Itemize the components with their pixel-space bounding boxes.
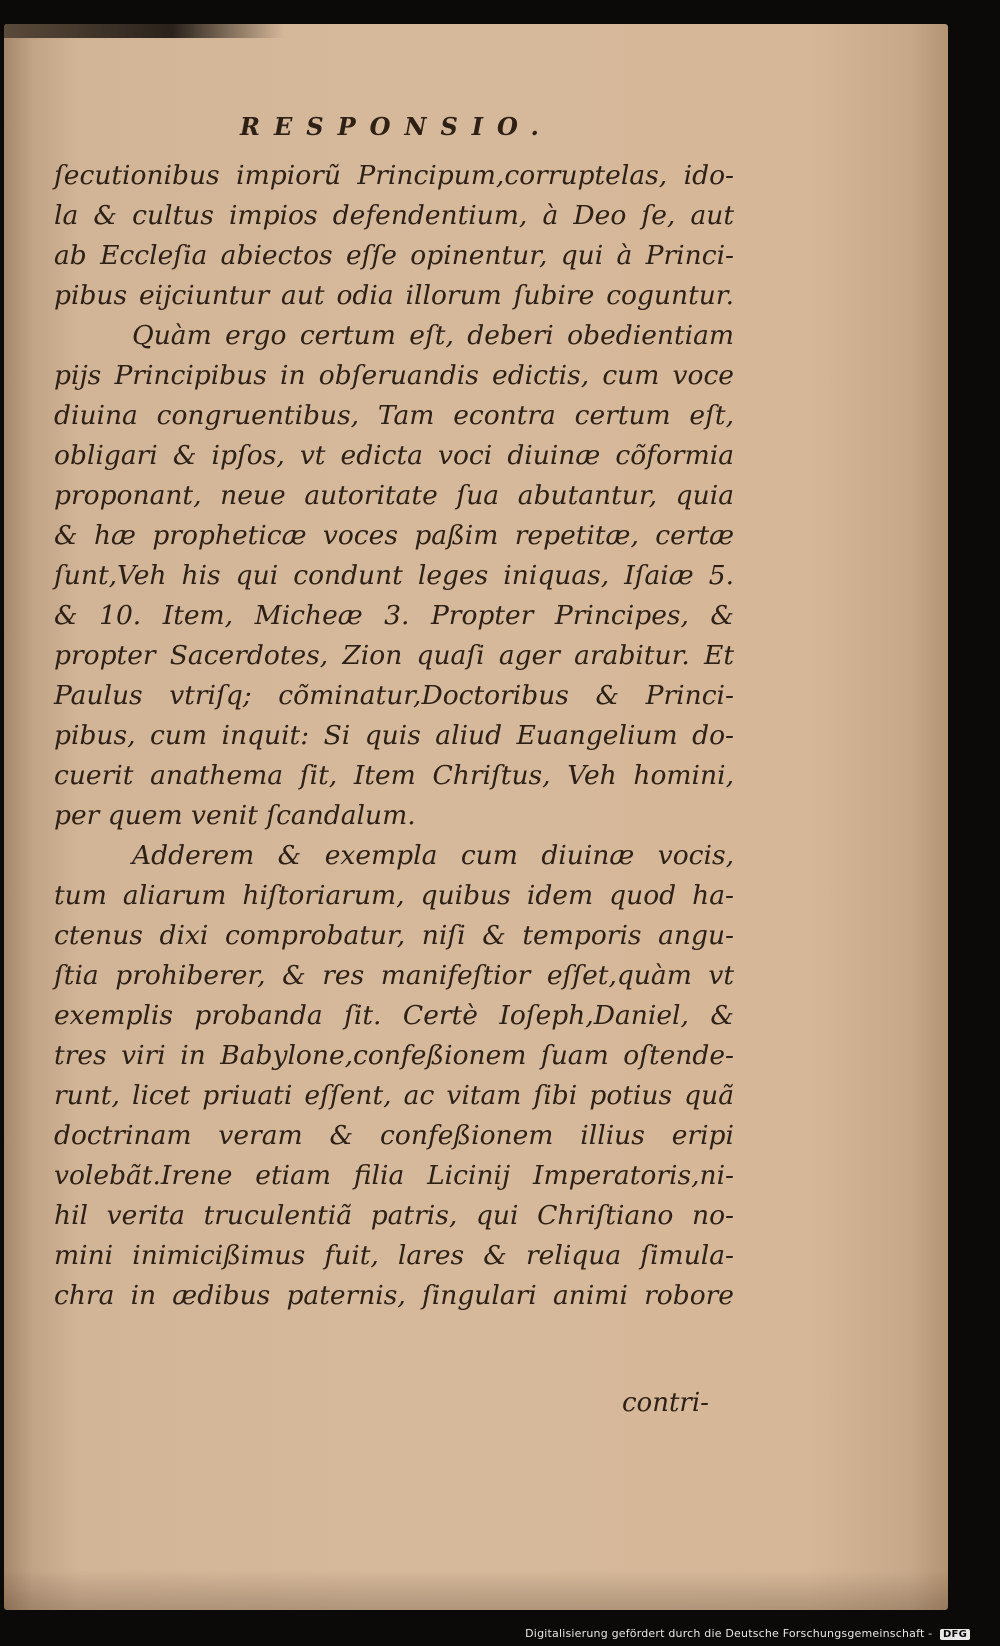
book-page xyxy=(4,24,948,1610)
text-line: obligari & ipſos, vt edicta voci diuinæ cõformia xyxy=(54,440,734,471)
text-line: propter Sacerdotes, Zion quaſi ager arabitur. Et xyxy=(54,640,734,671)
text-line: ſtia prohiberer, & res manifeſtior eſſet,quàm vt xyxy=(54,960,734,991)
text-line: mini inimicißimus fuit, lares & reliqua ſimula- xyxy=(54,1240,734,1271)
footer-text: Digitalisierung gefördert durch die Deutsche Forschungsgemeinschaft - xyxy=(525,1627,933,1640)
text-line: la & cultus impios defendentium, à Deo ſe, aut xyxy=(54,200,734,231)
body-text xyxy=(54,156,734,1316)
text-line: ſecutionibus impiorũ Principum,corruptelas, ido- xyxy=(54,160,734,191)
text-line: hil verita truculentiã patris, qui Chriſtiano no- xyxy=(54,1200,734,1231)
text-line: volebãt.Irene etiam filia Licinij Imperatoris,ni- xyxy=(54,1160,734,1191)
text-line: ctenus dixi comprobatur, niſi & temporis angu- xyxy=(54,920,734,951)
running-header: RESPONSIO. xyxy=(240,112,553,141)
catchword: contri- xyxy=(622,1388,709,1418)
text-line: proponant, neue autoritate ſua abutantur, quia xyxy=(54,480,734,511)
funding-footer xyxy=(525,1627,970,1640)
text-line: & 10. Item, Micheæ 3. Propter Principes, & xyxy=(54,600,734,631)
text-line: pibus eijciuntur aut odia illorum ſubire coguntur. xyxy=(54,280,734,311)
text-line: ab Eccleſia abiectos eſſe opinentur, qui à Princi- xyxy=(54,240,734,271)
text-line: diuina congruentibus, Tam econtra certum eſt, xyxy=(54,400,734,431)
text-line: Adderem & exempla cum diuinæ vocis, xyxy=(132,840,734,871)
text-line: tres viri in Babylone,confeßionem ſuam oſtende- xyxy=(54,1040,734,1071)
text-line: pibus, cum inquit: Si quis aliud Euangelium do- xyxy=(54,720,734,751)
text-line: Paulus vtriſq; cõminatur,Doctoribus & Princi- xyxy=(54,680,734,711)
page-edge-shadow xyxy=(4,24,284,38)
page-bottom-shadow xyxy=(4,1570,948,1610)
text-line: doctrinam veram & confeßionem illius eripi xyxy=(54,1120,734,1151)
text-line: Quàm ergo certum eſt, deberi obedientiam xyxy=(132,320,734,351)
text-line: per quem venit ſcandalum. xyxy=(54,800,416,831)
text-line: ſunt,Veh his qui condunt leges iniquas, Iſaiæ 5. xyxy=(54,560,734,591)
dfg-logo: DFG xyxy=(940,1629,970,1640)
text-line: tum aliarum hiſtoriarum, quibus idem quod ha- xyxy=(54,880,734,911)
text-line: cuerit anathema ſit, Item Chriſtus, Veh homini, xyxy=(54,760,734,791)
text-line: pijs Principibus in obſeruandis edictis, cum voce xyxy=(54,360,734,391)
text-line: exemplis probanda ſit. Certè Ioſeph,Daniel, & xyxy=(54,1000,734,1031)
text-line: runt, licet priuati eſſent, ac vitam ſibi potius quã xyxy=(54,1080,734,1111)
text-line: & hæ propheticæ voces paßim repetitæ, certæ xyxy=(54,520,734,551)
text-line: chra in ædibus paternis, ſingulari animi robore xyxy=(54,1280,734,1311)
